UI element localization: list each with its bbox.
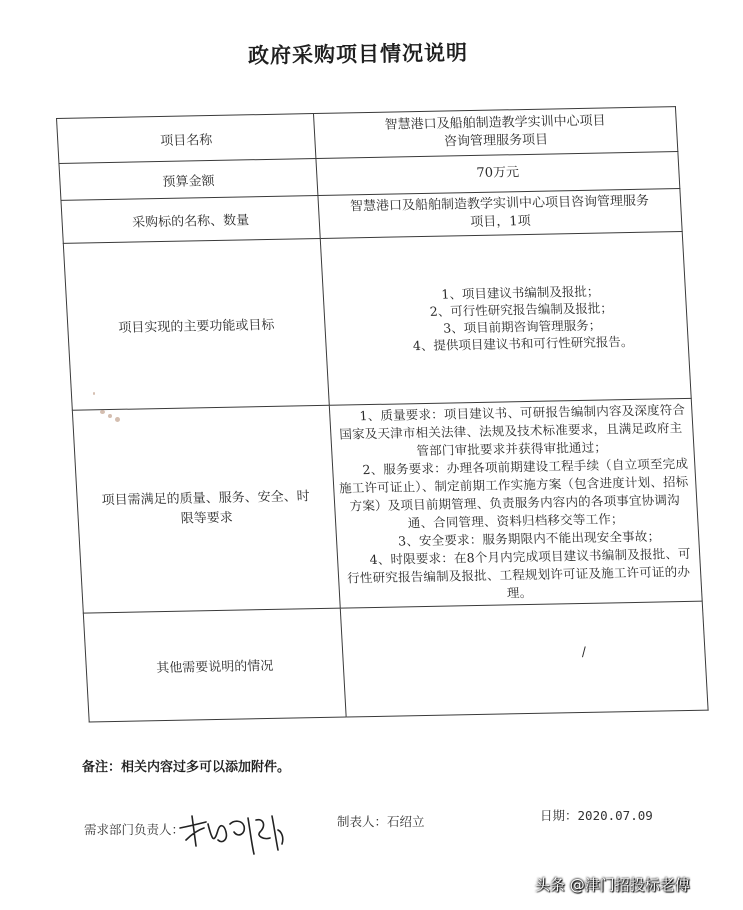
list-item: 4、提供项目建议书和可行性研究报告。 [412,333,634,354]
maker-name: 石绍立 [387,814,425,829]
procurement-info-table-wrap [56,106,709,722]
scan-stain [115,417,120,422]
value-procurement-subject [318,189,682,239]
value-other-notes [340,601,708,717]
maker-label: 制表人： [337,814,388,829]
maker-field [337,812,425,830]
label-other-notes: 其他需要说明的情况 [83,608,346,722]
date-label: 日期： [540,808,578,823]
scan-stain [100,410,105,414]
value-main-functions [320,231,691,405]
remark-note: 备注：相关内容过多可以添加附件。 [82,760,291,775]
table-row-requirements [72,398,702,613]
value-line: 智慧港口及船舶制造教学实训中心项目 [384,113,607,133]
value-line: 咨询管理服务项目 [443,132,549,150]
list-item: 3、项目前期咨询管理服务； [442,317,602,336]
dept-head-label: 需求部门负责人： [84,822,185,837]
table-row-other-notes [83,601,708,722]
date-value: 2020.07.09 [577,808,653,823]
list-item: 2、可行性研究报告编制及报批； [429,300,614,319]
label-line: 限等要求 [180,510,234,527]
value-line: 智慧港口及船舶制造教学实训中心项目咨询管理服务 [349,193,650,215]
value-line: 70万元 [476,165,520,181]
label-requirements [72,405,340,613]
scan-stain [93,392,95,395]
dept-head-field [84,820,184,838]
document-title: 政府采购项目情况说明 [247,40,469,68]
table-row-main-functions [63,231,691,410]
value-line: 项目，1项 [469,213,532,231]
requirement-paragraph: 2、服务要求：办理各项前期建设工程手续（自立项至完成施工许可证止）、制定前期工作实施方案（包含进度计划、招标方案）及项目前期管理、负责服务内容内的各项事宜协调沟通、合同管理、资料归档移交等工作； [338,455,689,531]
watermark-text: 头条 @津门招投标老傳 [535,876,690,894]
date-field [540,806,653,824]
requirement-paragraph: 3、安全要求：服务期限内不能出现安全事故； [397,528,661,549]
label-budget: 预算金额 [59,159,318,201]
handwritten-signature [178,810,288,858]
label-project-name: 项目名称 [57,114,316,164]
procurement-info-table [56,106,709,722]
list-item: 1、项目建议书编制及报批； [440,283,600,302]
label-line: 项目需满足的质量、服务、安全、时 [101,489,311,509]
scan-stain [108,414,112,418]
value-project-name [313,107,677,159]
empty-slash-mark: / [581,644,587,660]
label-procurement-subject: 采购标的名称、数量 [61,195,320,243]
label-main-functions: 项目实现的主要功能或目标 [63,238,329,410]
requirement-paragraph: 4、时限要求：在8个月内完成项目建议书编制及报批、可行性研究报告编制及报批、工程规划许可证及施工许可证的办理。 [346,545,692,601]
value-requirements [329,398,702,608]
requirement-paragraph: 1、质量要求：项目建议书、可研报告编制内容及深度符合国家及天津市相关法律、法规及技术标准要求，且满足政府主管部门审批要求并获得审批通过； [338,401,686,459]
